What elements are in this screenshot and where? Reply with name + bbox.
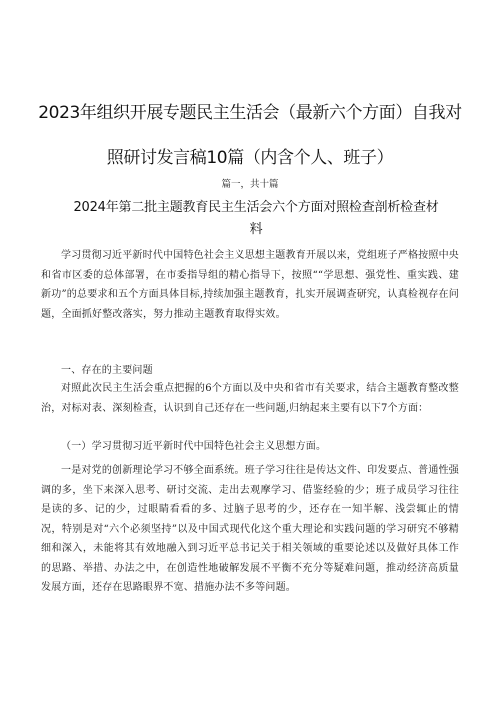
section-heading-text: 一、存在的主要问题 (61, 365, 153, 376)
comparison-paragraph-text: 对照此次民主生活会重点把握的6个方面以及中央和省市有关要求，结合主题教育整改整治，对标对表、深刻检查，认识到自己还存在一些问题,归纳起来主要有以下7个方面： (41, 383, 459, 414)
detail-paragraph-text: 一是对党的创新理论学习不够全面系统。班子学习往往是传达文件、印发要点、普通性强调的多，坐下来深入思考、研讨交流、走出去观摩学习、借鉴经验的少；班子成员学习往往是读的多、记的少，过眼睛看看的多、过脑子思考的少，还存在一知半解、浅尝辄止的情况，特别是对“六个必须坚持”以及中国式现代化这个重大理论和实践问题的学习研究不够精细和深入，未能将其有效地融入到习近平总书记关于相关领域的重要论述以及做好具体工作的思路、举措、办法之中，在创造性地破解发展不平衡不充分等疑难问题，推动经济高质量发展方面，还存在思路眼界不宽、措施办法不多等问题。 (41, 465, 459, 593)
intro-paragraph (41, 246, 459, 324)
subheading-text: （一）学习贯彻习近平新时代中国特色社会主义思想方面。 (61, 441, 327, 452)
document-title-line-1: 2024年第二批主题教育民主生活会六个方面对照检查剖析检查材 (73, 200, 439, 215)
comparison-paragraph (41, 379, 459, 418)
subheading (41, 437, 459, 457)
section-label: 篇一，共十篇 (221, 179, 279, 190)
intro-paragraph-text: 学习贯彻习近平新时代中国特色社会主义思想主题教育开展以来，党组班子严格按照中央和省市区委的总体部署，在市委指导组的精心指导下，按照““学思想、强党性、重实践、建新功”的总要求和五个方面具体目标,持续加强主题教育，扎实开展调查研究，认真检视存在问题，全面抓好整改落实，努力推动主题教育取得实效。 (41, 250, 459, 320)
main-title-line-2: 照研讨发言稿10篇（内含个人、班子） (106, 148, 394, 168)
document-title-line-2: 料 (249, 222, 263, 237)
detail-paragraph (41, 461, 459, 598)
main-title-line-1: 2023年组织开展专题民主生活会（最新六个方面）自我对 (38, 103, 462, 123)
section-heading (41, 361, 459, 381)
